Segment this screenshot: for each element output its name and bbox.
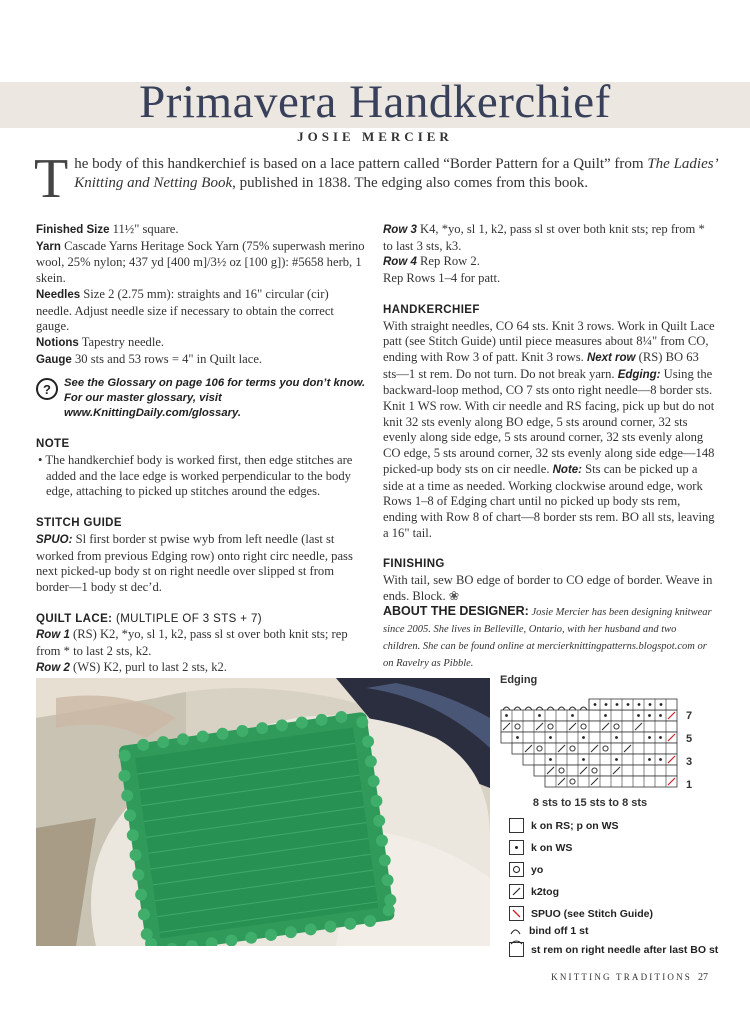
slash-square-icon: [509, 884, 524, 899]
bind-off-arc-icon: [509, 924, 522, 937]
right-column: [383, 222, 715, 672]
chart-row-number-7: 7: [686, 710, 693, 722]
key-item-spuo: SPUO (see Stitch Guide): [509, 906, 653, 921]
glossary-note: ? See the Glossary on page 106 for terms you don’t know. For our master glossary, visit www.KnittingDaily.com/glossary.: [36, 376, 366, 421]
finishing-text: With tail, sew BO edge of border to CO edge of border. Weave in ends. Block. ❀: [383, 573, 713, 603]
edging-chart-title: Edging: [500, 674, 538, 686]
gauge: Gauge 30 sts and 53 rows = 4" in Quilt lace.: [36, 351, 263, 366]
handkerchief-photo: [36, 678, 490, 946]
chart-caption: 8 sts to 15 sts to 8 sts: [532, 797, 648, 809]
magazine-name: KNITTING TRADITIONS: [551, 972, 692, 982]
blank-square-icon: [509, 818, 524, 833]
yarn: Yarn Cascade Yarns Heritage Sock Yarn (75% superwash merino wool, 25% nylon; 437 yd [400 m]/3½ oz [100 g]): #5658 herb, 1 skein.: [36, 238, 365, 286]
photo-illustration: [36, 678, 490, 946]
key-item-k-on-ws: k on WS: [509, 840, 572, 855]
finished-size: Finished Size 11½" square.: [36, 222, 179, 236]
stitch-guide-heading: STITCH GUIDE: [36, 517, 122, 530]
row-1: Row 1 (RS) K2, *yo, sl 1, k2, pass sl st over both knit sts; rep from * to last 2 sts, k2.: [36, 627, 348, 659]
page-title: Primavera Handkerchief: [139, 76, 611, 128]
page-footer: [551, 972, 708, 983]
key-item-yo: yo: [509, 862, 543, 877]
key-item-k2tog: k2tog: [509, 884, 559, 899]
row-4: Row 4 Rep Row 2.: [383, 254, 480, 269]
note-heading: NOTE: [36, 438, 70, 451]
handkerchief-instructions: With straight needles, CO 64 sts. Knit 3 rows. Work in Quilt Lace patt (see Stitch Guide) until piece measures about 8¼" from CO, ending with Row 3 of patt. Knit 3 rows. Next row (RS) BO 63 sts—1 st rem. Do not turn. Do not break yarn. Edging: Using the backward-loop method, CO 7 sts onto right needle—8 border sts. Knit 1 WS row. With cir needle and RS facing, pick up but do not knit 32 sts evenly along BO edge, 5 sts around corner, 32 sts evenly along side edge, 5 sts around corner, 32 sts evenly along CO edge, 5 sts around corner, 32 sts evenly along side edge—148 picked-up body sts on cir needle. Note: Sts can be picked up a side at a time as needed. Working clockwise around edge, work Rows 1–8 of Edging chart until no picked up body sts rem, ending with Row 8 of chart—8 border sts rem. BO all sts, leaving a 16" tail.: [383, 318, 715, 540]
row-3: Row 3 K4, *yo, sl 1, k2, pass sl st over both knit sts; rep from * to last 3 sts, k3.: [383, 222, 705, 253]
needles: Needles Size 2 (2.75 mm): straights and 16" circular (cir) needle. Adjust needle size if necessary to obtain the correct gauge.: [36, 286, 334, 334]
chart-row-number-3: 3: [686, 756, 693, 768]
arc-square-icon: [509, 942, 524, 957]
finishing-heading: FINISHING: [383, 558, 445, 571]
key-item-k-on-rs: k on RS; p on WS: [509, 818, 619, 833]
repeat-rows: Rep Rows 1–4 for patt.: [383, 271, 501, 286]
about-designer: ABOUT THE DESIGNER: Josie Mercier has been designing knitwear since 2005. She lives in Belleville, Ontario, with her husband and two children. She can be found online at mercierknittingpatterns.blogspot.com or on Ravelry as Pibble.: [383, 604, 712, 670]
flower-end-icon: ❀: [448, 588, 460, 603]
spuo-definition: SPUO: Sl first border st pwise wyb from left needle (last st worked from previous Edging row) onto right circ needle, pass next picked-up body st on right needle over slipped st from border—1 body st dec’d.: [36, 531, 353, 594]
note-text: • The handkerchief body is worked first, then edge stitches are added and the lace edge is worked perpendicular to the body edge, attaching to picked up stitches around the edges.: [38, 453, 353, 499]
page-number: 27: [698, 972, 708, 983]
left-column: [36, 222, 366, 676]
chart-row-3: [534, 765, 677, 776]
question-icon: ?: [36, 378, 58, 400]
dot-square-icon: [509, 840, 524, 855]
quilt-lace-heading: QUILT LACE: (MULTIPLE OF 3 STS + 7): [36, 612, 263, 625]
row-2: Row 2 (WS) K2, purl to last 2 sts, k2.: [36, 659, 227, 674]
drop-cap: T: [34, 148, 69, 210]
chart-row-number-1: 1: [686, 779, 693, 791]
intro-paragraph: The body of this handkerchief is based on a lace pattern called “Border Pattern for a Quilt” from The Ladies’ Knitting and Netting Book, published in 1838. The edging also comes from this book.: [34, 148, 717, 210]
red-slash-square-icon: [509, 906, 524, 921]
author-name: JOSIE MERCIER: [297, 129, 453, 144]
notions: Notions Tapestry needle.: [36, 334, 165, 349]
key-item-bind-off: bind off 1 st: [509, 924, 589, 937]
chart-row-number-5: 5: [686, 733, 693, 745]
key-item-st-rem: st rem on right needle after last BO st: [509, 942, 718, 957]
circle-square-icon: [509, 862, 524, 877]
edging-chart: [495, 688, 685, 796]
book-title: The Ladies’ Knitting and Netting Book: [74, 156, 717, 191]
handkerchief-heading: HANDKERCHIEF: [383, 303, 480, 316]
